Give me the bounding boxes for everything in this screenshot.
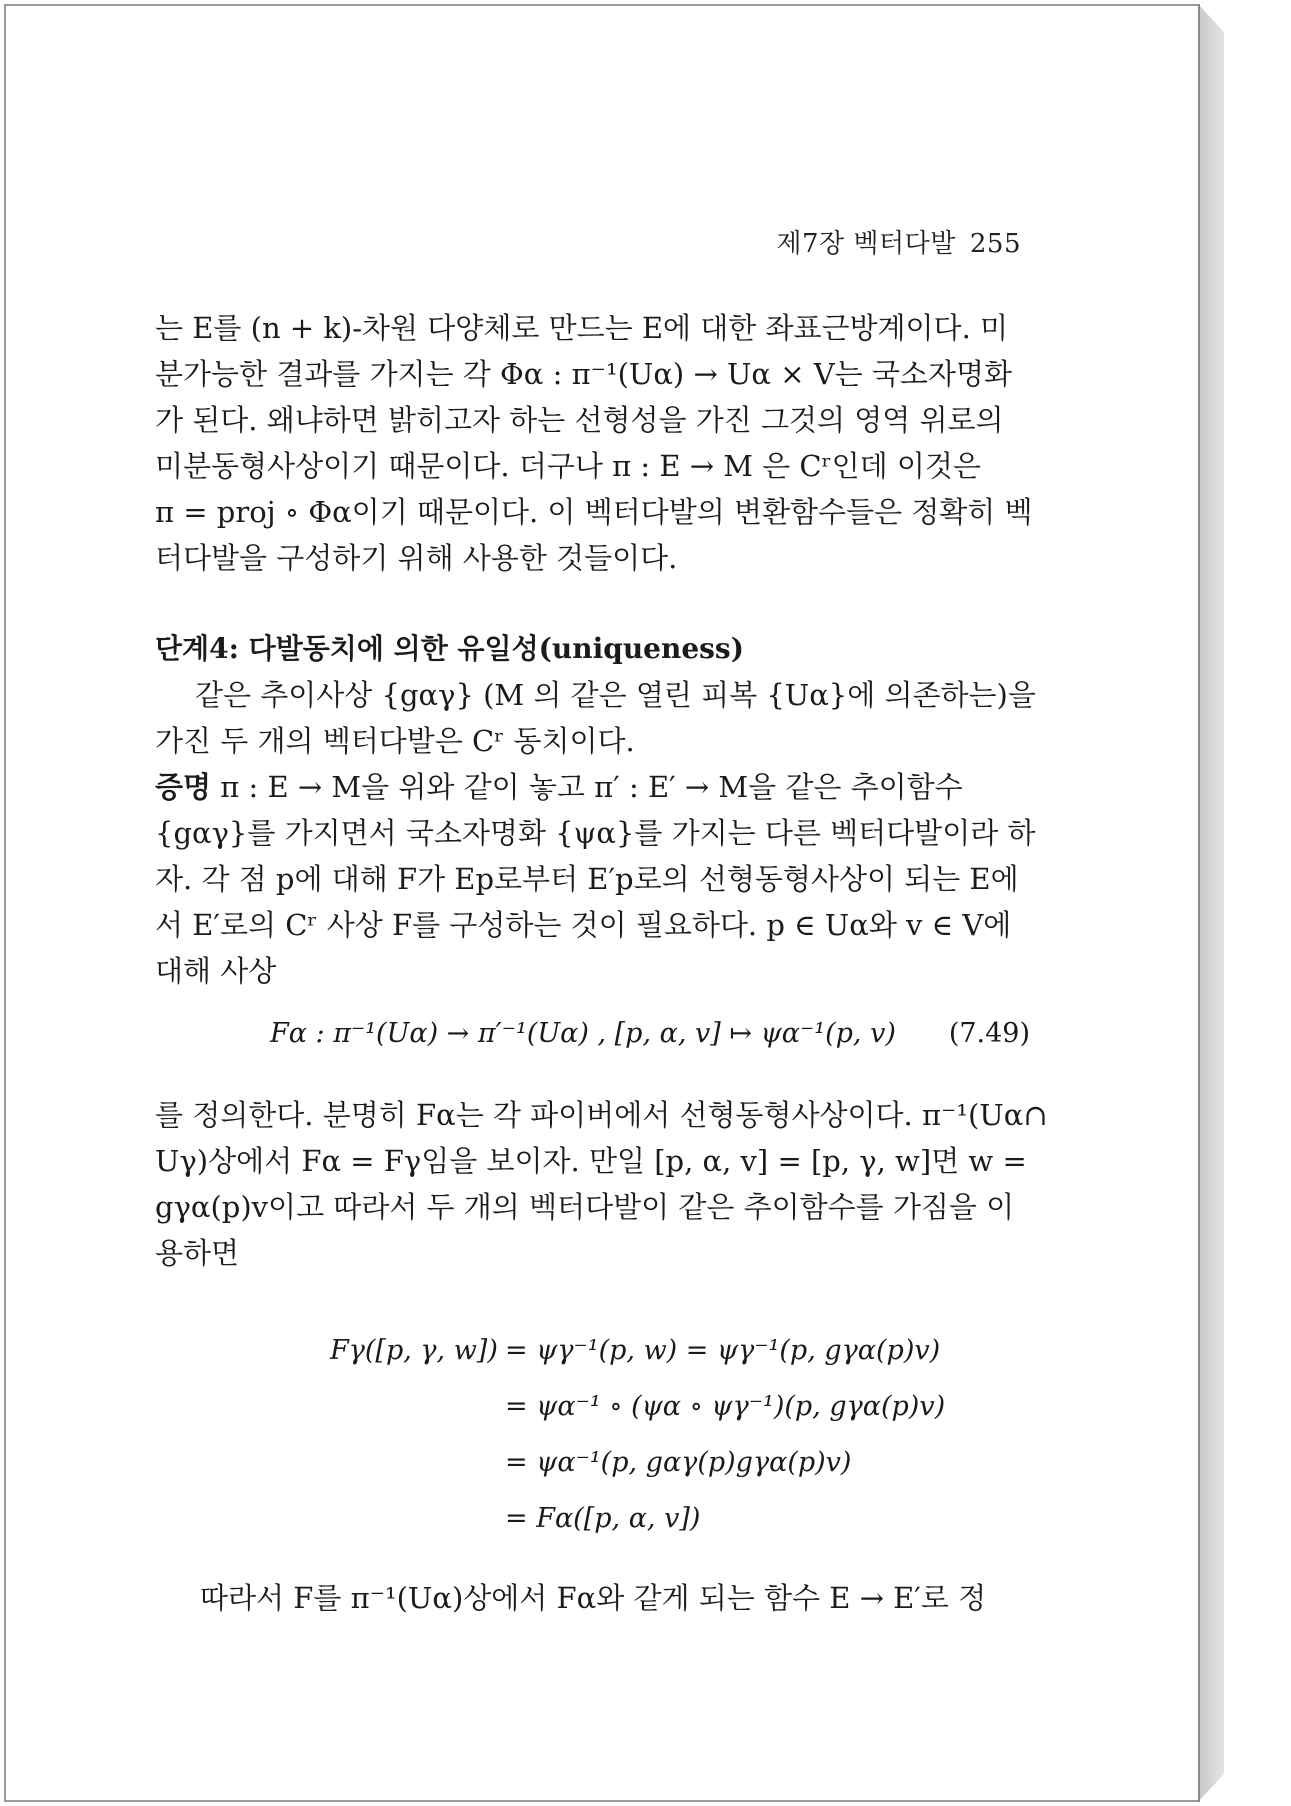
equation-lhs: Fγ([p, γ, w]) bbox=[330, 1335, 498, 1366]
text-line: 를 정의한다. 분명히 Fα는 각 파이버에서 선형동형사상이다. π⁻¹(Uα∩ bbox=[155, 1098, 1048, 1132]
text-line: 가 된다. 왜냐하면 밝히고자 하는 선형성을 가진 그것의 영역 위로의 bbox=[155, 403, 1004, 437]
text-line: 대해 사상 bbox=[155, 954, 277, 988]
text-line: Uγ)상에서 Fα = Fγ임을 보이자. 만일 [p, α, v] = [p, γ, w]면 w = bbox=[155, 1144, 1027, 1178]
equation-body: Fα : π⁻¹(Uα) → π′⁻¹(Uα) , [p, α, v] ↦ ψα⁻¹(p, v) bbox=[270, 1018, 896, 1049]
text-line: {gαγ}를 가지면서 국소자명화 {ψα}를 가지는 다른 벡터다발이라 하 bbox=[155, 816, 1036, 850]
equation-rhs: = ψγ⁻¹(p, w) = ψγ⁻¹(p, gγα(p)v) bbox=[505, 1335, 941, 1366]
text-line: 터다발을 구성하기 위해 사용한 것들이다. bbox=[155, 541, 678, 575]
paragraph-3 bbox=[155, 1092, 1048, 1276]
text-line: 자. 각 점 p에 대해 F가 Ep로부터 E′p로의 선형동형사상이 되는 E에 bbox=[155, 862, 1019, 896]
text-line: π = proj ∘ Φα이기 때문이다. 이 벡터다발의 변환함수들은 정확히 벡 bbox=[155, 495, 1033, 529]
text-line: 같은 추이사상 {gαγ} (M 의 같은 열린 피복 {Uα}에 의존하는)을 bbox=[195, 678, 1036, 712]
step4-heading: 단계4: 다발동치에 의한 유일성(uniqueness) bbox=[155, 632, 744, 665]
paragraph-2 bbox=[155, 672, 1036, 994]
text-line: gγα(p)v이고 따라서 두 개의 벡터다발이 같은 추이함수를 가짐을 이 bbox=[155, 1190, 1015, 1224]
equation-number: (7.49) bbox=[948, 1018, 1030, 1049]
running-header bbox=[776, 223, 1021, 260]
page-edge-line bbox=[1198, 4, 1200, 1802]
proof-line bbox=[155, 764, 1025, 810]
proof-label: 증명 bbox=[155, 770, 212, 804]
chapter-title: 제7장 벡터다발 bbox=[776, 229, 956, 259]
equation-rhs: = ψα⁻¹(p, gαγ(p)gγα(p)v) bbox=[505, 1447, 852, 1478]
text-line: π : E → M을 위와 같이 놓고 π′ : E′ → M을 같은 추이함수 bbox=[220, 770, 963, 804]
equation-rhs: = Fα([p, α, v]) bbox=[505, 1503, 701, 1534]
text-line: 용하면 bbox=[155, 1236, 240, 1270]
text-line: 분가능한 결과를 가지는 각 Φα : π⁻¹(Uα) → Uα × V는 국소자명화 bbox=[155, 357, 1012, 391]
page-number: 255 bbox=[969, 229, 1021, 259]
text-line: 가진 두 개의 벡터다발은 Cʳ 동치이다. bbox=[155, 724, 635, 758]
equation-rhs: = ψα⁻¹ ∘ (ψα ∘ ψγ⁻¹)(p, gγα(p)v) bbox=[505, 1391, 946, 1422]
equation-7-49 bbox=[270, 1018, 1030, 1049]
text-line: 는 E를 (n + k)-차원 다양체로 만드는 E에 대한 좌표근방계이다. 미 bbox=[155, 311, 1009, 345]
paragraph-4: 따라서 F를 π⁻¹(Uα)상에서 Fα와 같게 되는 함수 E → E′로 정 bbox=[200, 1581, 987, 1615]
text-line: 서 E′로의 Cʳ 사상 F를 구성하는 것이 필요하다. p ∈ Uα와 v ∈ V에 bbox=[155, 908, 1012, 942]
text-line: 미분동형사상이기 때문이다. 더구나 π : E → M 은 Cʳ인데 이것은 bbox=[155, 449, 981, 483]
paragraph-1 bbox=[155, 305, 1033, 581]
page-edge-shadow bbox=[1198, 4, 1224, 1802]
